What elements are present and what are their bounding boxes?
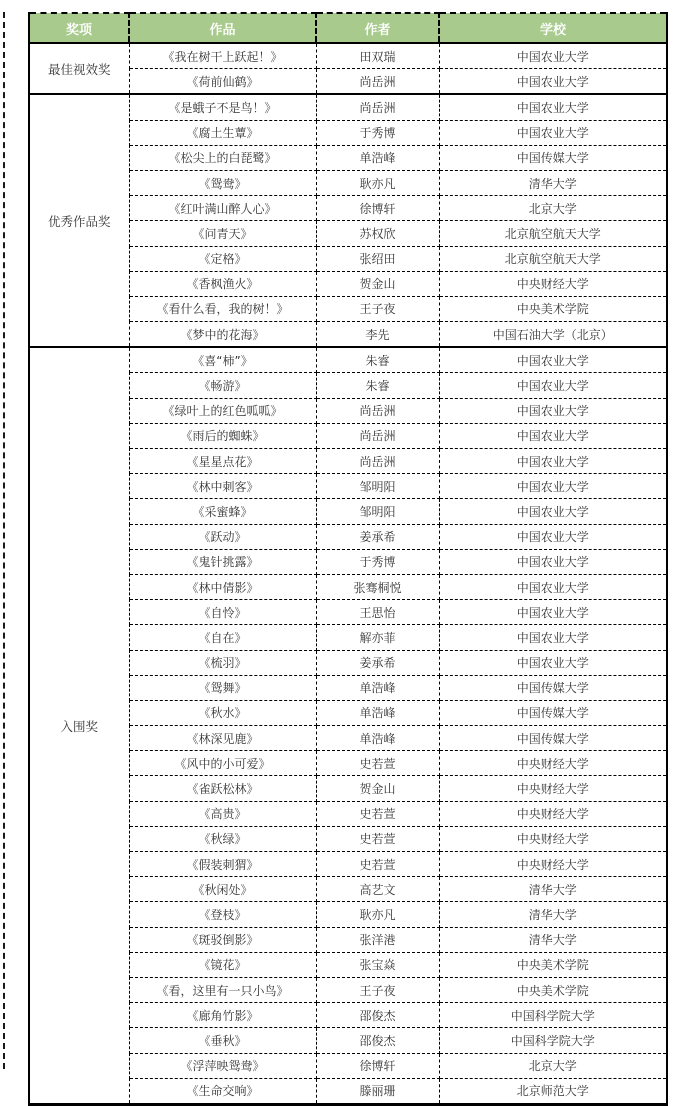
author-cell: 贺金山 [316,776,439,801]
work-cell: 《跃动》 [129,524,316,549]
school-cell: 中国石油大学（北京） [439,322,667,348]
author-cell: 张绍田 [316,246,439,271]
author-cell: 田双瑞 [316,43,439,69]
table-row [29,43,667,69]
school-cell: 中国农业大学 [439,69,667,95]
work-cell: 《风中的小可爱》 [129,751,316,776]
author-cell: 于秀博 [316,549,439,574]
author-cell: 张洋港 [316,927,439,952]
author-cell: 王子夜 [316,977,439,1002]
author-cell: 尚岳洲 [316,449,439,474]
author-cell: 单浩峰 [316,700,439,725]
work-cell: 《雨后的蜘蛛》 [129,423,316,448]
work-cell: 《林深见鹿》 [129,726,316,751]
school-cell: 中国农业大学 [439,625,667,650]
work-cell: 《梳羽》 [129,650,316,675]
author-cell: 滕丽珊 [316,1078,439,1104]
header-row [29,13,667,43]
outer-dashed-guide-line [3,12,5,1069]
work-cell: 《高贵》 [129,801,316,826]
work-cell: 《鸳鸯》 [129,170,316,195]
column-header-author: 作者 [316,13,439,43]
school-cell: 中国农业大学 [439,423,667,448]
school-cell: 中央财经大学 [439,852,667,877]
author-cell: 贺金山 [316,271,439,296]
author-cell: 史若萱 [316,751,439,776]
award-name-cell: 最佳视效奖 [29,43,129,94]
author-cell: 尚岳洲 [316,69,439,95]
work-cell: 《看，这里有一只小鸟》 [129,977,316,1002]
school-cell: 中央财经大学 [439,826,667,851]
work-cell: 《采蜜蜂》 [129,499,316,524]
author-cell: 徐博轩 [316,196,439,221]
author-cell: 徐博轩 [316,1053,439,1078]
author-cell: 于秀博 [316,120,439,145]
school-cell: 中国农业大学 [439,449,667,474]
author-cell: 尚岳洲 [316,94,439,120]
school-cell: 中国传媒大学 [439,145,667,170]
author-cell: 王思怡 [316,600,439,625]
awards-table [28,12,668,1106]
school-cell: 中央美术学院 [439,977,667,1002]
work-cell: 《梦中的花海》 [129,322,316,348]
school-cell: 北京航空航天大学 [439,221,667,246]
school-cell: 中央美术学院 [439,952,667,977]
work-cell: 《廊角竹影》 [129,1003,316,1028]
work-cell: 《假装刺猬》 [129,852,316,877]
school-cell: 中国农业大学 [439,373,667,398]
author-cell: 张骞桐悦 [316,574,439,599]
table-row [29,94,667,120]
author-cell: 解亦菲 [316,625,439,650]
school-cell: 中国农业大学 [439,650,667,675]
school-cell: 清华大学 [439,877,667,902]
author-cell: 邹明阳 [316,499,439,524]
author-cell: 尚岳洲 [316,398,439,423]
work-cell: 《自在》 [129,625,316,650]
school-cell: 中央美术学院 [439,296,667,321]
author-cell: 姜承希 [316,524,439,549]
author-cell: 单浩峰 [316,675,439,700]
author-cell: 李先 [316,322,439,348]
school-cell: 中国传媒大学 [439,675,667,700]
work-cell: 《定格》 [129,246,316,271]
work-cell: 《是蛾子不是鸟！》 [129,94,316,120]
work-cell: 《荷前仙鹤》 [129,69,316,95]
school-cell: 中国农业大学 [439,120,667,145]
column-header-award: 奖项 [29,13,129,43]
work-cell: 《红叶满山醉人心》 [129,196,316,221]
awards-table-body [29,43,667,1104]
author-cell: 朱睿 [316,373,439,398]
author-cell: 张宝焱 [316,952,439,977]
work-cell: 《自怜》 [129,600,316,625]
work-cell: 《林中刺客》 [129,474,316,499]
author-cell: 史若萱 [316,801,439,826]
work-cell: 《我在树干上跃起！》 [129,43,316,69]
work-cell: 《斑驳倒影》 [129,927,316,952]
school-cell: 中国传媒大学 [439,700,667,725]
work-cell: 《秋水》 [129,700,316,725]
work-cell: 《秋闲处》 [129,877,316,902]
table-row [29,347,667,373]
author-cell: 高艺文 [316,877,439,902]
work-cell: 《绿叶上的红色呱呱》 [129,398,316,423]
school-cell: 中国农业大学 [439,398,667,423]
work-cell: 《登枝》 [129,902,316,927]
school-cell: 中国农业大学 [439,94,667,120]
author-cell: 史若萱 [316,826,439,851]
school-cell: 北京大学 [439,196,667,221]
work-cell: 《镜花》 [129,952,316,977]
work-cell: 《鸳舞》 [129,675,316,700]
column-header-work: 作品 [129,13,316,43]
school-cell: 中国农业大学 [439,474,667,499]
work-cell: 《星星点花》 [129,449,316,474]
work-cell: 《看什么看，我的树！》 [129,296,316,321]
school-cell: 清华大学 [439,927,667,952]
school-cell: 中央财经大学 [439,751,667,776]
school-cell: 中国农业大学 [439,549,667,574]
school-cell: 中国农业大学 [439,524,667,549]
school-cell: 清华大学 [439,170,667,195]
author-cell: 史若萱 [316,852,439,877]
award-name-cell: 入围奖 [29,347,129,1104]
school-cell: 北京大学 [439,1053,667,1078]
school-cell: 清华大学 [439,902,667,927]
work-cell: 《问青天》 [129,221,316,246]
school-cell: 中国农业大学 [439,499,667,524]
school-cell: 中国传媒大学 [439,726,667,751]
school-cell: 中央财经大学 [439,801,667,826]
school-cell: 中国农业大学 [439,43,667,69]
school-cell: 中国科学院大学 [439,1028,667,1053]
author-cell: 耿亦凡 [316,902,439,927]
author-cell: 耿亦凡 [316,170,439,195]
author-cell: 尚岳洲 [316,423,439,448]
school-cell: 北京航空航天大学 [439,246,667,271]
author-cell: 朱睿 [316,347,439,373]
work-cell: 《垂秋》 [129,1028,316,1053]
school-cell: 中国农业大学 [439,574,667,599]
work-cell: 《腐土生蕈》 [129,120,316,145]
author-cell: 单浩峰 [316,726,439,751]
award-name-cell: 优秀作品奖 [29,94,129,347]
school-cell: 中国农业大学 [439,347,667,373]
work-cell: 《香枫渔火》 [129,271,316,296]
school-cell: 中央财经大学 [439,776,667,801]
author-cell: 邹明阳 [316,474,439,499]
work-cell: 《畅游》 [129,373,316,398]
author-cell: 单浩峰 [316,145,439,170]
work-cell: 《松尖上的白琵鹭》 [129,145,316,170]
school-cell: 中央财经大学 [439,271,667,296]
author-cell: 邵俊杰 [316,1003,439,1028]
work-cell: 《秋绿》 [129,826,316,851]
author-cell: 王子夜 [316,296,439,321]
work-cell: 《林中倩影》 [129,574,316,599]
work-cell: 《生命交响》 [129,1078,316,1104]
author-cell: 姜承希 [316,650,439,675]
column-header-school: 学校 [439,13,667,43]
work-cell: 《喜“柿”》 [129,347,316,373]
work-cell: 《浮萍映鸳鸯》 [129,1053,316,1078]
work-cell: 《鬼针挑露》 [129,549,316,574]
school-cell: 中国农业大学 [439,600,667,625]
school-cell: 中国科学院大学 [439,1003,667,1028]
school-cell: 北京师范大学 [439,1078,667,1104]
author-cell: 苏权欣 [316,221,439,246]
author-cell: 邵俊杰 [316,1028,439,1053]
work-cell: 《雀跃松林》 [129,776,316,801]
